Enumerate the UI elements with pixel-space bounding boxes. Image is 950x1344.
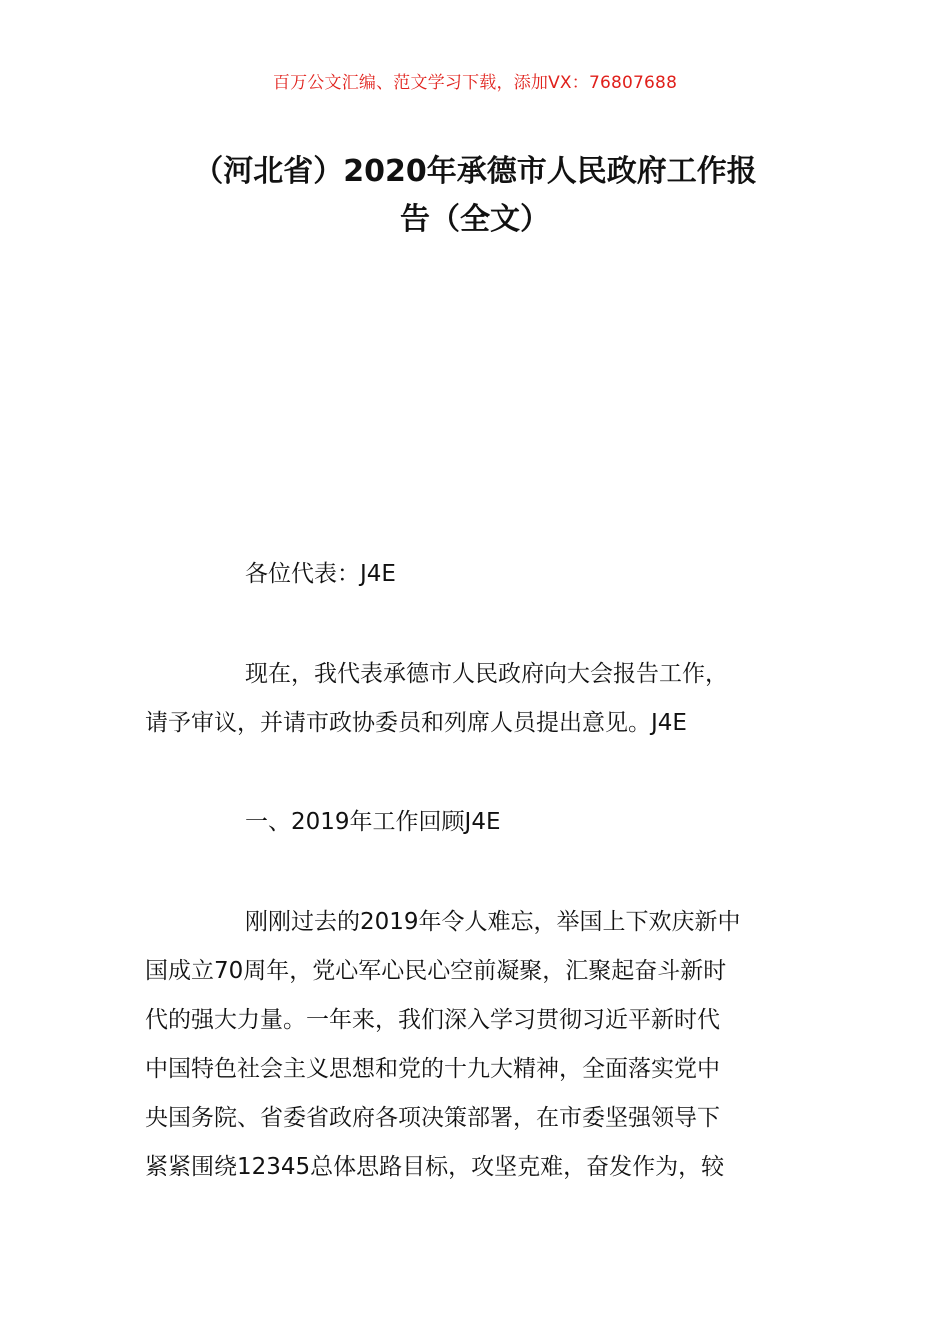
review-line-5: 央国务院、省委省政府各项决策部署，在市委坚强领导下	[145, 1105, 720, 1131]
review-line-2: 国成立70周年，党心军心民心空前凝聚，汇聚起奋斗新时	[145, 958, 727, 984]
salutation-text: 各位代表：J4E	[245, 561, 396, 587]
title-line-1: （河北省）2020年承德市人民政府工作报	[193, 154, 757, 189]
section-heading: 一、2019年工作回顾J4E	[245, 809, 501, 835]
intro-line-1: 现在，我代表承德市人民政府向大会报告工作，	[245, 661, 728, 687]
review-paragraph	[145, 898, 810, 1192]
review-line-4: 中国特色社会主义思想和党的十九大精神，全面落实党中	[145, 1056, 720, 1082]
salutation-paragraph	[145, 550, 810, 599]
section-heading-paragraph	[145, 798, 810, 847]
intro-paragraph	[145, 650, 810, 748]
review-line-1: 刚刚过去的2019年令人难忘，举国上下欢庆新中	[245, 909, 741, 935]
review-line-6: 紧紧围绕12345总体思路目标，攻坚克难，奋发作为，较	[145, 1154, 725, 1180]
header-note: 百万公文汇编、范文学习下载，添加VX：76807688	[272, 73, 678, 93]
document-title	[140, 148, 810, 244]
title-line-2: 告（全文）	[400, 202, 550, 237]
review-line-3: 代的强大力量。一年来，我们深入学习贯彻习近平新时代	[145, 1007, 720, 1033]
intro-line-2: 请予审议，并请市政协委员和列席人员提出意见。J4E	[145, 710, 687, 736]
